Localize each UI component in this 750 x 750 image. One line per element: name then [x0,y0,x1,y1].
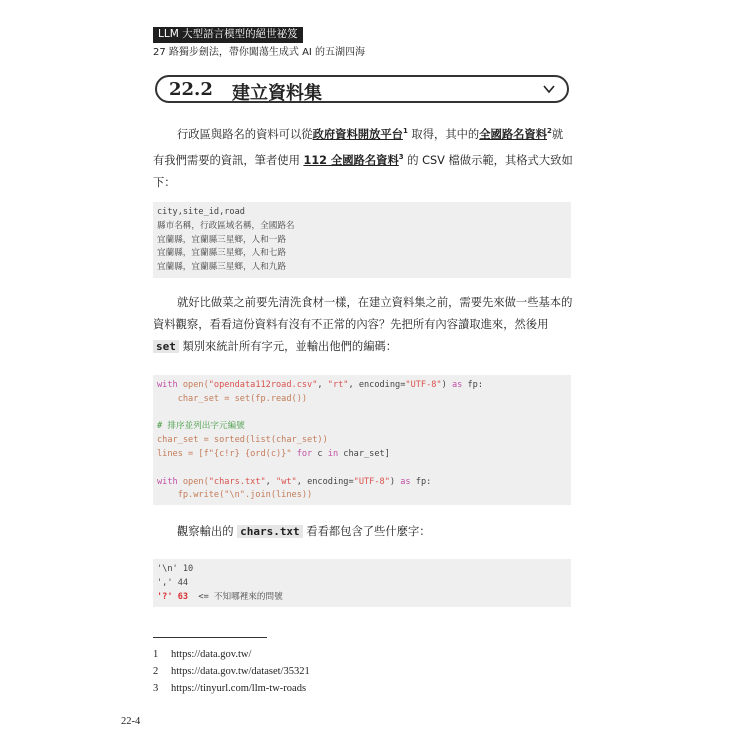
code-line: char_set = set(fp.read()) [157,393,308,404]
code-comment: # 排序並列出字元編號 [157,421,245,432]
section-number: 22.2 [169,79,213,100]
code-line: fp.write("\n".join(lines)) [157,490,313,501]
footnote-ref-2[interactable]: 2 [547,127,552,135]
output-line: ',' 44 [157,577,189,588]
book-subtitle: 27 路獨步劍法，帶你闖蕩生成式 AI 的五湖四海 [153,47,366,58]
csv-line: 宜蘭縣，宜蘭縣三星鄉，人和七路 [157,248,286,259]
page-number: 22-4 [121,716,141,727]
code-line: lines = [f"{c!r} {ord(c)}" for c in char_set] [157,448,390,459]
output-line: '?' 63 <= 不知哪裡來的問號 [157,591,283,602]
footnote-3[interactable]: 3 https://tinyurl.com/llm-tw-roads [153,683,307,694]
footnote-2[interactable]: 2 https://data.gov.tw/dataset/35321 [153,666,310,677]
paragraph-output-intro: 觀察輸出的 chars.txt 看看都包含了些什麼字： [177,525,431,538]
code-set: set [153,340,179,353]
code-line: char_set = sorted(list(char_set)) [157,435,328,446]
code-line: with open("chars.txt", "wt", encoding="UTF-8") as fp: [157,476,432,487]
link-open-data-platform[interactable]: 政府資料開放平台 [312,127,403,141]
footnote-1[interactable]: 1 https://data.gov.tw/ [153,649,252,660]
output-line: '\n' 10 [157,564,194,574]
link-112-road-data[interactable]: 112 全國路名資料 [303,153,399,167]
footnote-ref-3[interactable]: 3 [398,152,404,161]
chevron-down-icon [543,83,555,95]
paragraph-intro: 行政區與路名的資料可以從政府資料開放平台$^1$ 取得，其中的全國路名資料$^2$就有我們需要的資訊，筆者使用 112 全國路名資料$^3$ 的 CSV 檔做示範，其格式大致如下： [153,127,573,189]
paragraph-observation: 就好比做菜之前要先清洗食材一樣，在建立資料集之前，需要先來做一些基本的資料觀察，看看這份資料有沒有不正常的內容？先把所有內容讀取進來，然後用 set 類別來統計所有字元，並輸出他們的編碼： [153,296,573,353]
footnote-divider [153,637,267,638]
section-title: 建立資料集 [232,83,322,104]
csv-line: 宜蘭縣，宜蘭縣三星鄉，人和九路 [157,262,286,273]
footnote-ref-1[interactable]: 1 [402,127,408,135]
csv-line: 宜蘭縣，宜蘭縣三星鄉，人和一路 [157,234,286,245]
csv-sample-block [153,202,571,278]
section-heading[interactable] [155,75,569,103]
csv-line: city,site_id,road [157,207,245,217]
code-chars-txt: chars.txt [237,525,303,538]
code-line: with open("opendata112road.csv", "rt", encoding="UTF-8") as fp: [157,380,484,390]
csv-line: 縣市名稱，行政區域名稱，全國路名 [157,220,295,231]
output-block [153,559,571,607]
link-national-road-data[interactable]: 全國路名資料 [479,127,548,141]
book-title-badge: LLM 大型語言模型的絕世祕笈 [153,27,303,43]
python-code-block [153,375,571,505]
